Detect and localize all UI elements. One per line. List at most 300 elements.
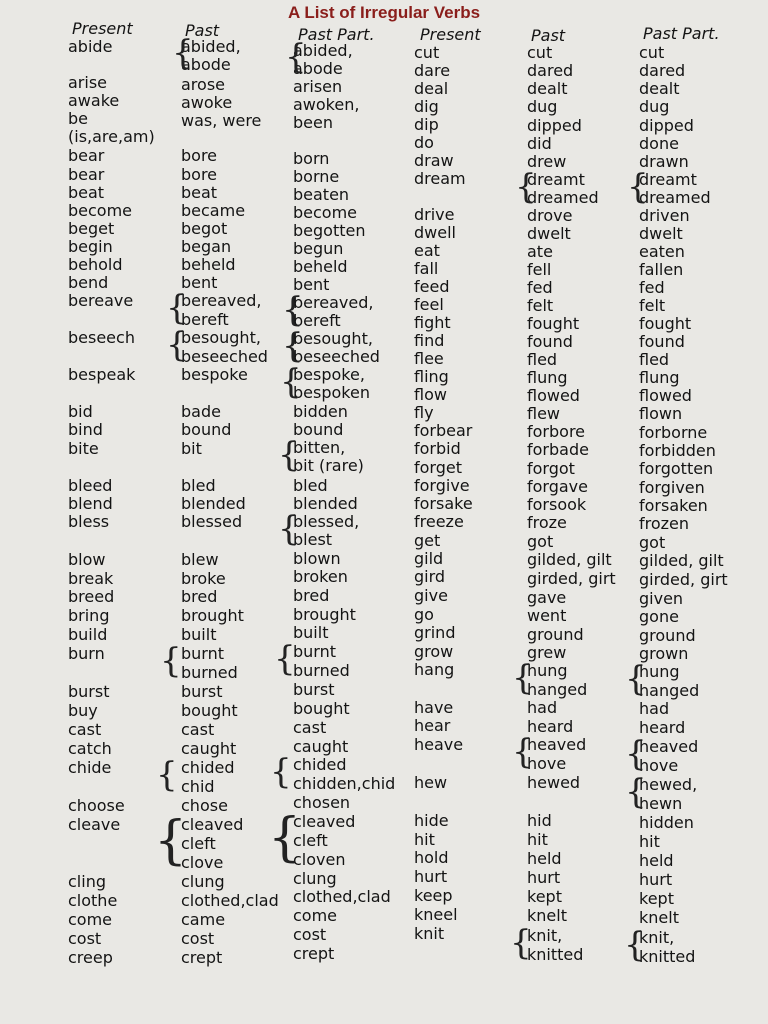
verb-cell: bound [293, 420, 344, 439]
verb-cell: cleaved [293, 812, 356, 831]
verb-cell: cleft [293, 831, 328, 850]
brace-mark: { [278, 509, 300, 549]
verb-cell: chose [181, 796, 228, 815]
verb-cell: besought, [181, 328, 261, 347]
verb-cell: abode [181, 55, 231, 74]
verb-cell: bore [181, 165, 218, 184]
verb-cell: crept [293, 944, 335, 963]
verb-cell: bred [293, 586, 330, 605]
verb-cell: cast [68, 720, 102, 739]
verb-cell: freeze [414, 512, 464, 531]
verb-cell: flee [414, 349, 444, 368]
verb-cell: was, were [181, 111, 262, 130]
verb-cell: gilded, gilt [639, 551, 724, 570]
verb-cell: knit, [527, 926, 563, 945]
verb-cell: had [527, 698, 558, 717]
verb-cell: hit [639, 832, 660, 851]
verb-cell: dwelt [639, 224, 683, 243]
verb-cell: bespoke, [293, 365, 365, 384]
verb-cell: bled [293, 476, 328, 495]
verb-cell: feel [414, 295, 444, 314]
verb-cell: dreamt [639, 170, 697, 189]
verb-cell: bent [293, 275, 330, 294]
verb-cell: chid [181, 777, 215, 796]
verb-cell: beat [181, 183, 218, 202]
verb-cell: brought [293, 605, 356, 624]
verb-cell: hung [639, 662, 680, 681]
verb-cell: cleft [181, 834, 216, 853]
verb-cell: do [414, 133, 434, 152]
verb-cell: given [639, 589, 684, 608]
verb-cell: choose [68, 796, 125, 815]
verb-cell: blended [293, 494, 358, 513]
verb-cell: besought, [293, 329, 373, 348]
verb-cell: forbade [527, 440, 589, 459]
verb-cell: dreamed [527, 188, 599, 207]
verb-cell: bereave [68, 291, 134, 310]
verb-cell: burst [68, 682, 110, 701]
verb-cell: knelt [639, 908, 679, 927]
verb-cell: flow [414, 385, 447, 404]
verb-cell: clothed,clad [293, 887, 391, 906]
verb-cell: forbid [414, 439, 461, 458]
verb-cell: did [527, 134, 552, 153]
verb-cell: heaved [639, 737, 699, 756]
verb-cell: buy [68, 701, 98, 720]
verb-cell: bought [181, 701, 238, 720]
verb-cell: blest [293, 530, 333, 549]
verb-cell: clothed,clad [181, 891, 279, 910]
verb-cell: bound [181, 420, 232, 439]
verb-cell: came [181, 910, 226, 929]
verb-cell: abide [68, 37, 113, 56]
verb-cell: catch [68, 739, 112, 758]
verb-cell: beseech [68, 328, 135, 347]
verb-cell: hewn [639, 794, 683, 813]
verb-cell: felt [527, 296, 554, 315]
brace-mark: { [278, 435, 300, 475]
verb-cell: fight [414, 313, 451, 332]
brace-mark: { [282, 326, 304, 366]
verb-cell: bred [181, 587, 218, 606]
verb-cell: forsaken [639, 496, 708, 515]
verb-cell: got [639, 533, 666, 552]
verb-cell: go [414, 605, 434, 624]
verb-cell: get [414, 531, 441, 550]
verb-cell: burst [181, 682, 223, 701]
page-title: A List of Irregular Verbs [287, 3, 481, 22]
verb-cell: blessed [181, 512, 243, 531]
verb-cell: beget [68, 219, 115, 238]
verb-cell: chidden,chid [293, 774, 396, 793]
verb-cell: hit [527, 830, 548, 849]
verb-cell: bespeak [68, 365, 136, 384]
verb-cell: had [639, 699, 670, 718]
verb-cell: forbore [527, 422, 586, 441]
verb-cell: drew [527, 152, 567, 171]
verb-cell: grew [527, 643, 567, 662]
verb-cell: held [527, 849, 562, 868]
verb-cell: blown [293, 549, 341, 568]
verb-cell: beat [68, 183, 105, 202]
verb-cell: hurt [527, 868, 561, 887]
verb-cell: cut [639, 43, 665, 62]
verb-cell: held [639, 851, 674, 870]
verb-cell: begot [181, 219, 228, 238]
verb-cell: crept [181, 948, 223, 967]
brace-mark: { [160, 641, 182, 681]
verb-cell: blow [68, 550, 106, 569]
verb-cell: forgave [527, 477, 588, 496]
verb-cell: girded, girt [639, 570, 728, 589]
verb-cell: forsook [527, 495, 587, 514]
verb-cell: build [68, 625, 108, 644]
verb-cell: begun [293, 239, 344, 258]
verb-cell: hid [527, 811, 552, 830]
verb-cell: caught [181, 739, 237, 758]
verb-cell: born [293, 149, 330, 168]
brace-mark: { [285, 37, 307, 77]
verb-cell: find [414, 331, 445, 350]
verb-cell: bought [293, 699, 350, 718]
verb-cell: heard [527, 717, 574, 736]
verb-cell: grow [414, 642, 454, 661]
verb-cell: cost [181, 929, 215, 948]
verb-cell: begotten [293, 221, 366, 240]
verb-cell: break [68, 569, 114, 588]
verb-cell: began [181, 237, 232, 256]
verb-cell: clothe [68, 891, 118, 910]
verb-cell: beseeched [293, 347, 380, 366]
verb-cell: bind [68, 420, 103, 439]
header-past-participle-2: Past Part. [643, 24, 720, 43]
verb-cell: dealt [639, 79, 680, 98]
verb-cell: be [68, 109, 88, 128]
verb-cell: have [414, 698, 454, 717]
verb-cell: blew [181, 550, 219, 569]
verb-cell: blended [181, 494, 246, 513]
verb-cell: gone [639, 607, 679, 626]
verb-cell: hanged [639, 681, 700, 700]
verb-cell: dip [414, 115, 439, 134]
brace-mark: { [625, 659, 647, 699]
verb-cell: burn [68, 644, 105, 663]
verb-cell: fought [639, 314, 692, 333]
verb-cell: kneel [414, 905, 458, 924]
header-present-2: Present [420, 25, 481, 44]
verb-cell: blend [68, 494, 113, 513]
verb-cell: bespoken [293, 383, 370, 402]
verb-cell: hear [414, 716, 451, 735]
brace-mark: { [156, 755, 178, 795]
verb-cell: burst [293, 680, 335, 699]
verb-cell: become [293, 203, 358, 222]
verb-cell: clove [181, 853, 224, 872]
verb-cell: cost [293, 925, 327, 944]
verb-cell: gird [414, 567, 446, 586]
verb-cell: dipped [639, 116, 694, 135]
verb-cell: bring [68, 606, 110, 625]
verb-cell: ground [639, 626, 696, 645]
verb-cell: feed [414, 277, 450, 296]
verb-cell: knelt [527, 906, 567, 925]
verb-cell: fled [639, 350, 670, 369]
verb-cell: cost [68, 929, 102, 948]
verb-cell: cut [414, 43, 440, 62]
verb-cell: bidden [293, 402, 348, 421]
verb-cell: hewed [527, 773, 581, 792]
verb-cell: forgive [414, 476, 470, 495]
verb-cell: dared [639, 61, 686, 80]
brace-mark: { [270, 752, 292, 792]
brace-mark: { [515, 167, 537, 207]
brace-mark: { [274, 639, 296, 679]
verb-cell: dreamed [639, 188, 711, 207]
verb-cell: fallen [639, 260, 684, 279]
verb-cell: forsake [414, 494, 473, 513]
verb-cell: dream [414, 169, 466, 188]
verb-cell: dreamt [527, 170, 585, 189]
verb-cell: bleed [68, 476, 113, 495]
verb-cell: bite [68, 439, 99, 458]
verb-cell: fly [414, 403, 434, 422]
verb-cell: hang [414, 660, 455, 679]
header-past-1: Past [185, 21, 220, 40]
verb-cell: awake [68, 91, 120, 110]
verb-cell: forget [414, 458, 462, 477]
brace-mark: { [510, 923, 532, 963]
verb-cell: gild [414, 549, 444, 568]
verb-cell: begin [68, 237, 113, 256]
brace-mark: { [625, 772, 647, 812]
verb-cell: knit, [639, 928, 675, 947]
verb-cell: clung [293, 869, 337, 888]
verb-cell: bit [181, 439, 202, 458]
verb-cell: eat [414, 241, 440, 260]
brace-mark: { [627, 167, 649, 207]
verb-cell: awoken, [293, 95, 360, 114]
verb-cell: forgotten [639, 459, 714, 478]
verb-cell: grind [414, 623, 456, 642]
verb-cell: bless [68, 512, 110, 531]
verb-cell: dipped [527, 116, 582, 135]
verb-cell: forborne [639, 423, 708, 442]
verb-cell: eaten [639, 242, 685, 261]
verb-cell: dwell [414, 223, 456, 242]
verb-cell: cling [68, 872, 106, 891]
verb-cell: got [527, 532, 554, 551]
verb-cell: bear [68, 146, 105, 165]
verb-cell: fought [527, 314, 580, 333]
verb-cell: draw [414, 151, 454, 170]
verb-cell: burnt [293, 642, 337, 661]
verb-cell: bit (rare) [293, 456, 364, 475]
verb-cell: hold [414, 848, 449, 867]
verb-cell: awoke [181, 93, 233, 112]
verb-cell: fed [639, 278, 665, 297]
verb-cell: hide [414, 811, 449, 830]
verb-cell: went [527, 606, 567, 625]
verb-cell: arose [181, 75, 225, 94]
verb-cell: hove [527, 754, 567, 773]
verb-cell: beaten [293, 185, 350, 204]
verb-cell: flowed [639, 386, 692, 405]
verb-cell: hove [639, 756, 679, 775]
verb-cell: knit [414, 924, 445, 943]
verb-cell: cast [181, 720, 215, 739]
verb-cell: built [293, 623, 329, 642]
verb-cell: breed [68, 587, 115, 606]
verb-cell: frozen [639, 514, 690, 533]
verb-cell: hurt [414, 867, 448, 886]
verb-cell: chided [293, 755, 347, 774]
verb-cell: caught [293, 737, 349, 756]
verb-cell: cast [293, 718, 327, 737]
verb-cell: gilded, gilt [527, 550, 612, 569]
verb-cell: burned [293, 661, 350, 680]
verb-cell: beheld [293, 257, 348, 276]
verb-cell: dwelt [527, 224, 571, 243]
verb-cell: clung [181, 872, 225, 891]
verb-cell: ate [527, 242, 553, 261]
verb-cell: hurt [639, 870, 673, 889]
verb-cell: blessed, [293, 512, 360, 531]
verb-cell: bled [181, 476, 216, 495]
verb-cell: cleaved [181, 815, 244, 834]
verb-cell: froze [527, 513, 567, 532]
verb-cell: dug [527, 97, 558, 116]
brace-mark: { [166, 325, 188, 365]
verb-cell: bespoke [181, 365, 248, 384]
verb-cell: hanged [527, 680, 588, 699]
verb-cell: forgiven [639, 478, 705, 497]
verb-cell: kept [639, 889, 674, 908]
verb-cell: became [181, 201, 246, 220]
verb-cell: bereft [293, 311, 341, 330]
verb-cell: bid [68, 402, 93, 421]
verb-cell: fell [527, 260, 552, 279]
verb-cell: bear [68, 165, 105, 184]
verb-cell: abode [293, 59, 343, 78]
verb-cell: flung [527, 368, 568, 387]
verb-cell: hit [414, 830, 435, 849]
verb-cell: bereaved, [181, 291, 262, 310]
brace-mark: { [512, 658, 534, 698]
verb-cell: knitted [527, 945, 584, 964]
verb-cell: forgot [527, 459, 575, 478]
verb-cell: hewed, [639, 775, 698, 794]
verb-cell: fall [414, 259, 439, 278]
verb-cell: bore [181, 146, 218, 165]
brace-mark: { [282, 290, 304, 330]
verb-cell: found [639, 332, 685, 351]
verb-cell: heard [639, 718, 686, 737]
verb-cell: abided, [181, 37, 241, 56]
verb-cell: heave [414, 735, 464, 754]
verb-cell: cleave [68, 815, 121, 834]
verb-cell: drive [414, 205, 455, 224]
verb-cell: beheld [181, 255, 236, 274]
verb-cell: behold [68, 255, 123, 274]
verb-cell: burnt [181, 644, 225, 663]
verb-cell: fling [414, 367, 449, 386]
verb-cell: arise [68, 73, 108, 92]
verb-cell: flown [639, 404, 683, 423]
verb-cell: drawn [639, 152, 689, 171]
verb-cell: built [181, 625, 217, 644]
verb-cell: fed [527, 278, 553, 297]
verb-cell: been [293, 113, 333, 132]
verb-cell: dare [414, 61, 451, 80]
brace-mark: { [268, 808, 302, 868]
verb-cell: beseeched [181, 347, 268, 366]
verb-cell: broke [181, 569, 226, 588]
brace-mark: { [625, 734, 647, 774]
verb-cell: forbidden [639, 441, 716, 460]
verb-cell: kept [527, 887, 562, 906]
verb-cell: arisen [293, 77, 343, 96]
verb-cell: dig [414, 97, 439, 116]
verb-cell: dealt [527, 79, 568, 98]
verb-cell: chide [68, 758, 112, 777]
verb-cell: bent [181, 273, 218, 292]
verb-cell: knitted [639, 947, 696, 966]
verb-cell: bereaved, [293, 293, 374, 312]
verb-cell: flew [527, 404, 561, 423]
verb-cell: creep [68, 948, 113, 967]
brace-mark: { [280, 362, 302, 402]
verb-cell: driven [639, 206, 690, 225]
verb-cell: keep [414, 886, 453, 905]
verb-cell: hung [527, 661, 568, 680]
verb-cell: bereft [181, 310, 229, 329]
verb-cell: (is,are,am) [68, 127, 155, 146]
verb-cell: come [68, 910, 113, 929]
header-past-participle-1: Past Part. [298, 25, 375, 44]
verb-cell: chosen [293, 793, 351, 812]
verb-cell: cut [527, 43, 553, 62]
verb-cell: bitten, [293, 438, 346, 457]
verb-cell: broken [293, 567, 348, 586]
verb-cell: ground [527, 625, 584, 644]
brace-mark: { [624, 925, 646, 965]
brace-mark: { [512, 732, 534, 772]
brace-mark: { [172, 33, 194, 73]
verb-cell: found [527, 332, 573, 351]
brace-mark: { [154, 811, 188, 871]
verb-cell: grown [639, 644, 689, 663]
verb-cell: bade [181, 402, 221, 421]
header-present-1: Present [72, 19, 133, 38]
verb-cell: done [639, 134, 679, 153]
verb-cell: dared [527, 61, 574, 80]
verb-cell: become [68, 201, 133, 220]
verb-cell: flung [639, 368, 680, 387]
verb-cell: girded, girt [527, 569, 616, 588]
verb-cell: gave [527, 588, 567, 607]
verb-cell: cloven [293, 850, 346, 869]
verb-cell: heaved [527, 735, 587, 754]
verb-cell: hidden [639, 813, 694, 832]
verb-cell: come [293, 906, 338, 925]
verb-cell: bend [68, 273, 109, 292]
verb-cell: drove [527, 206, 573, 225]
verb-cell: deal [414, 79, 449, 98]
verb-cell: give [414, 586, 448, 605]
verb-cell: flowed [527, 386, 580, 405]
verb-cell: brought [181, 606, 244, 625]
verb-cell: borne [293, 167, 340, 186]
